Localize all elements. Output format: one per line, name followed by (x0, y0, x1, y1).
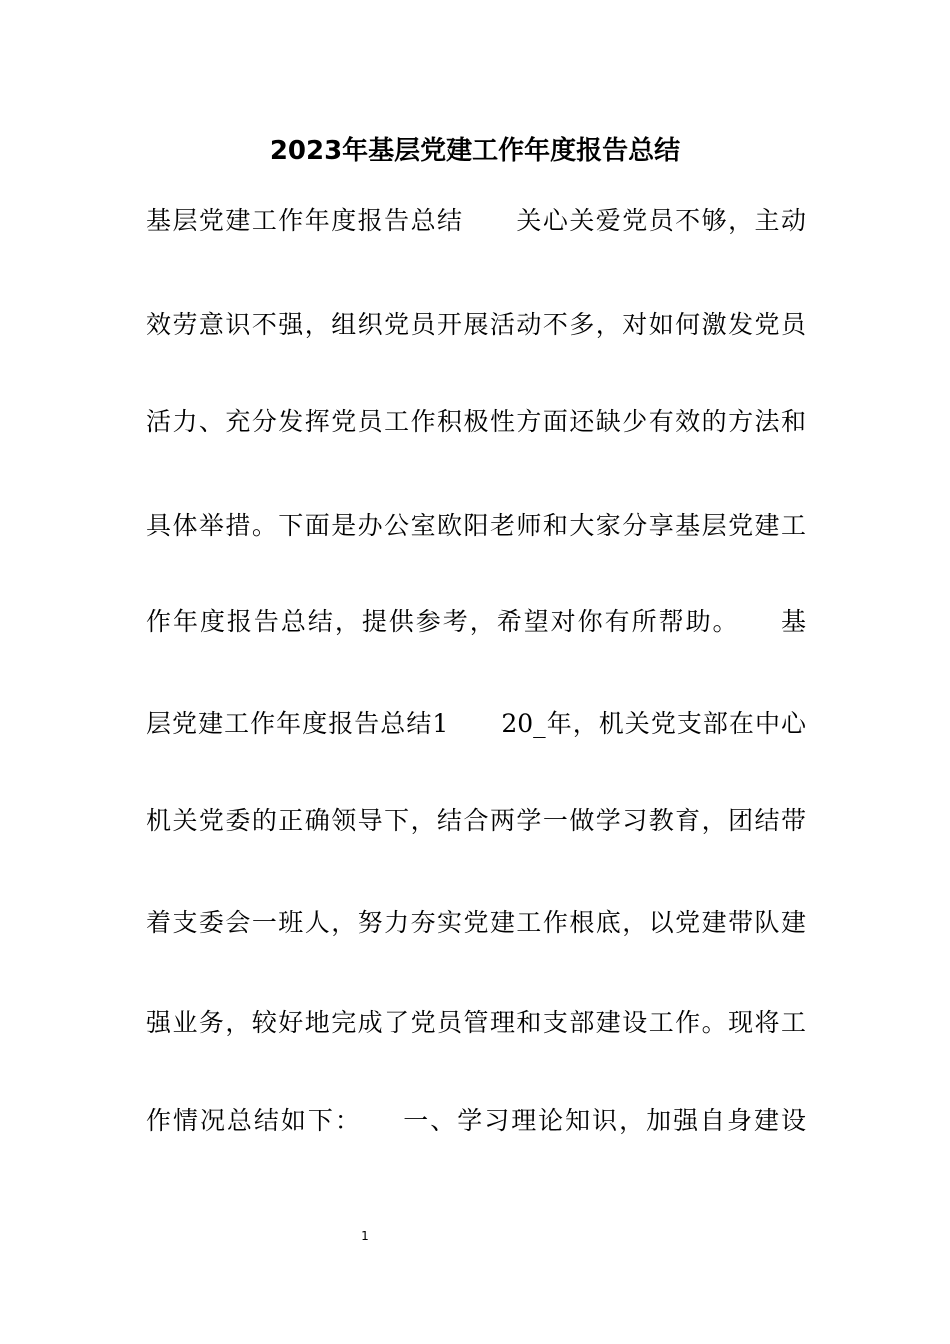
body-text-line: 着支委会一班人，努力夯实党建工作根底，以党建带队建 (146, 908, 806, 937)
body-text-line: 作年度报告总结，提供参考，希望对你有所帮助。 基 (146, 607, 806, 636)
body-text-line: 机关党委的正确领导下，结合两学一做学习教育，团结带 (146, 806, 806, 835)
page-number: 1 (361, 1229, 369, 1243)
body-text-line: 具体举措。下面是办公室欧阳老师和大家分享基层党建工 (146, 511, 806, 540)
body-text-line: 基层党建工作年度报告总结 关心关爱党员不够，主动 (146, 206, 806, 235)
body-text-line: 作情况总结如下： 一、学习理论知识，加强自身建设 (146, 1106, 806, 1135)
body-text-line: 效劳意识不强，组织党员开展活动不多，对如何激发党员 (146, 310, 806, 339)
body-text-line: 活力、充分发挥党员工作积极性方面还缺少有效的方法和 (146, 407, 806, 436)
document-title: 2023年基层党建工作年度报告总结 (269, 136, 681, 166)
body-text-line: 强业务，较好地完成了党员管理和支部建设工作。现将工 (146, 1008, 806, 1037)
body-text-line: 层党建工作年度报告总结1 20_年，机关党支部在中心 (146, 709, 806, 738)
